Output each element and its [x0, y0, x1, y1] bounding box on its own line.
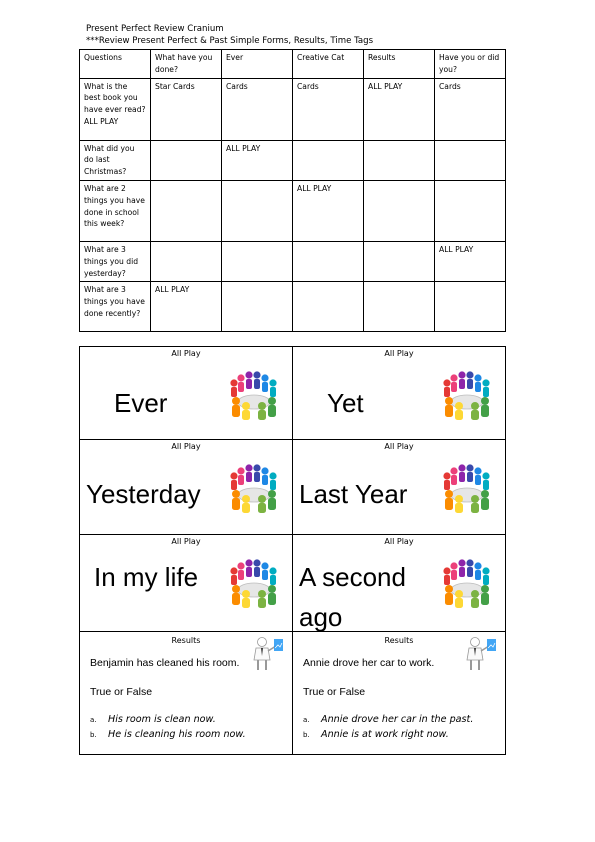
table-cell: What did you do last Christmas? — [80, 140, 151, 180]
card-tag: Results — [384, 636, 414, 645]
table-cell — [293, 282, 364, 332]
table-cell — [293, 241, 364, 281]
answer-option-b: b. He is cleaning his room now. — [90, 729, 246, 740]
card-word: In my life — [94, 562, 199, 592]
card-tag: All Play — [171, 537, 201, 546]
team-table-icon — [226, 369, 282, 421]
card-sheet — [79, 346, 506, 755]
team-table-icon — [439, 369, 495, 421]
column-header: Results — [364, 50, 435, 79]
table-cell — [151, 241, 222, 281]
card — [80, 440, 293, 535]
card — [293, 535, 506, 632]
presenter-icon — [250, 636, 284, 672]
table-row — [80, 282, 506, 332]
table-cell: ALL PLAY — [222, 140, 293, 180]
team-table-icon — [439, 557, 495, 609]
answer-option-a: a. His room is clean now. — [90, 714, 216, 725]
card-word: Ever — [114, 388, 168, 418]
page-subtitle: ***Review Present Perfect & Past Simple Forms, Results, Time Tags — [86, 36, 374, 46]
table-cell — [435, 282, 506, 332]
column-header: Creative Cat — [293, 50, 364, 79]
results-card — [293, 632, 506, 755]
result-statement: Benjamin has cleaned his room. — [90, 657, 240, 669]
card-tag: All Play — [384, 349, 414, 358]
answer-option-b: b. Annie is at work right now. — [303, 729, 449, 740]
table-row — [80, 140, 506, 180]
table-cell — [222, 282, 293, 332]
table-cell: What are 3 things you did yesterday? — [80, 241, 151, 281]
table-cell: ALL PLAY — [151, 282, 222, 332]
table-cell — [435, 140, 506, 180]
table-cell: Star Cards — [151, 78, 222, 140]
answer-option-a: a. Annie drove her car in the past. — [303, 714, 474, 725]
table-cell: What are 3 things you have done recently? — [80, 282, 151, 332]
card-tag: Results — [171, 636, 201, 645]
table-cell — [293, 140, 364, 180]
true-false-label: True or False — [90, 686, 153, 698]
table-cell — [364, 140, 435, 180]
table-cell: ALL PLAY — [364, 78, 435, 140]
table-cell — [222, 241, 293, 281]
card-tag: All Play — [171, 442, 201, 451]
team-table-icon — [226, 557, 282, 609]
card-tag: All Play — [384, 537, 414, 546]
table-cell — [364, 180, 435, 241]
game-board-table — [79, 49, 506, 332]
table-cell: What are 2 things you have done in school this week? — [80, 180, 151, 241]
card — [80, 535, 293, 632]
table-row — [80, 78, 506, 140]
table-cell: ALL PLAY — [435, 241, 506, 281]
column-header: Ever — [222, 50, 293, 79]
presenter-icon — [463, 636, 497, 672]
table-row — [80, 241, 506, 281]
table-cell: ALL PLAY — [293, 180, 364, 241]
card — [293, 440, 506, 535]
table-cell — [151, 140, 222, 180]
card-tag: All Play — [384, 442, 414, 451]
card — [80, 347, 293, 440]
table-cell: What is the best book you have ever read? ALL PLAY — [80, 78, 151, 140]
card-word: Last Year — [299, 479, 408, 509]
column-header: What have you done? — [151, 50, 222, 79]
column-header: Questions — [80, 50, 151, 79]
page-title: Present Perfect Review Cranium — [86, 24, 224, 34]
table-cell — [151, 180, 222, 241]
team-table-icon — [439, 462, 495, 514]
card-word: A second ago — [299, 562, 406, 631]
table-cell — [364, 282, 435, 332]
table-header-row — [80, 50, 506, 79]
table-row — [80, 180, 506, 241]
table-cell — [222, 180, 293, 241]
card — [293, 347, 506, 440]
card-word: Yesterday — [86, 479, 201, 509]
table-cell — [435, 180, 506, 241]
result-statement: Annie drove her car to work. — [303, 657, 435, 669]
table-cell — [364, 241, 435, 281]
table-cell: Cards — [222, 78, 293, 140]
card-word: Yet — [327, 388, 364, 418]
true-false-label: True or False — [303, 686, 366, 698]
results-card — [80, 632, 293, 755]
column-header: Have you or did you? — [435, 50, 506, 79]
table-cell: Cards — [435, 78, 506, 140]
team-table-icon — [226, 462, 282, 514]
table-cell: Cards — [293, 78, 364, 140]
card-tag: All Play — [171, 349, 201, 358]
